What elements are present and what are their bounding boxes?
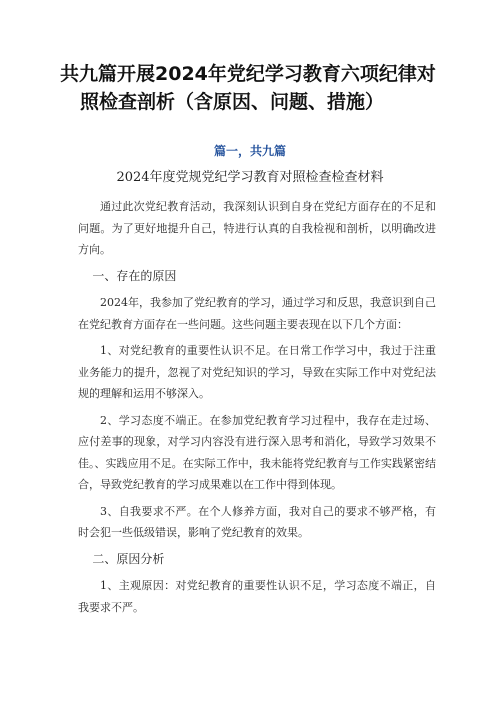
document-heading: 2024年度党规党纪学习教育对照检查检查材料: [116, 170, 384, 185]
section-heading-causes: 一、存在的原因: [92, 268, 177, 283]
paragraph-2: 1、对党纪教育的重要性认识不足。在日常工作学习中，我过于注重业务能力的提升，忽视了对党纪知识的学习，导致在实际工作中对党纪法规的理解和运用不够深入。: [78, 344, 436, 400]
title-line-1: 共九篇开展2024年党纪学习教育六项纪律对: [60, 63, 436, 85]
paragraph-4: 3、自我要求不严。在个人修养方面，我对自己的要求不够严格，有时会犯一些低级错误，影响了党纪教育的效果。: [78, 504, 436, 539]
paragraph-5: 1、主观原因：对党纪教育的重要性认识不足，学习态度不端正，自我要求不严。: [78, 579, 436, 614]
paragraph-3: 2、学习态度不端正。在参加党纪教育学习过程中，我存在走过场、应付差事的现象，对学习内容没有进行深入思考和消化，导致学习效果不佳。、实践应用不足。在实际工作中，我未能将党纪教育与工作实践紧密结合，导致党纪教育的学习成果难以在工作中得到体现。: [78, 413, 436, 491]
section-heading-analysis: 二、原因分析: [92, 551, 165, 566]
section-subtitle: 篇一，共九篇: [213, 144, 286, 158]
document-title: [60, 60, 460, 116]
document-body: [78, 196, 436, 623]
intro-paragraph: 通过此次党纪教育活动，我深刻认识到自身在党纪方面存在的不足和问题。为了更好地提升自己，特进行认真的自我检视和剖析，以明确改进方向。: [78, 200, 436, 256]
paragraph-1: 2024年，我参加了党纪教育的学习，通过学习和反思，我意识到自己在党纪教育方面存在一些问题。这些问题主要表现在以下几个方面：: [78, 296, 436, 331]
title-line-2: 照检查剖析（含原因、问题、措施）: [80, 91, 385, 113]
